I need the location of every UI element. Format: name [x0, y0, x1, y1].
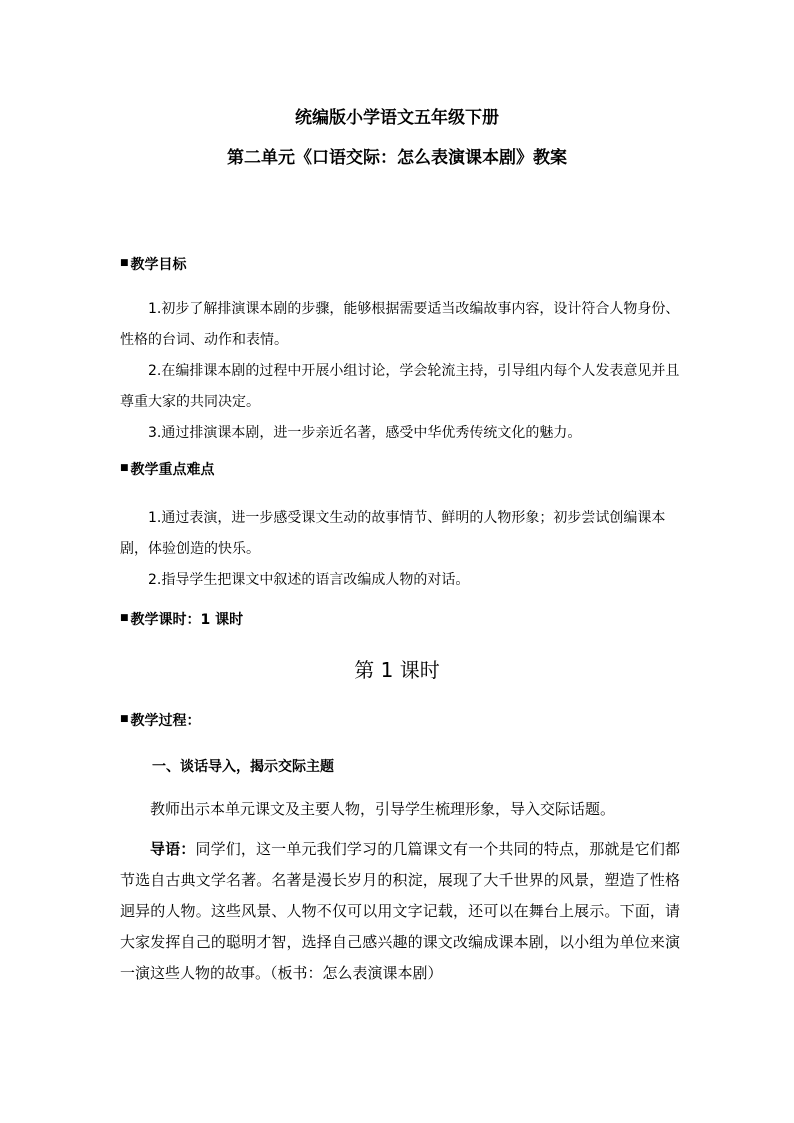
bullet-icon: ■: [120, 463, 129, 473]
document-subtitle: 第二单元《口语交际：怎么表演课本剧》教案: [227, 148, 567, 168]
bullet-icon: ■: [120, 258, 129, 268]
bullet-icon: ■: [120, 714, 129, 724]
step-intro-paragraph: 教师出示本单元课文及主要人物，引导学生梳理形象，导入交际话题。: [150, 800, 616, 818]
key-point-item: 1.通过表演，进一步感受课文生动的故事情节、鲜明的人物形象；初步尝试创编课本剧，体验创造的快乐。: [120, 510, 666, 557]
section-heading-process: ■ 教学过程：: [120, 713, 201, 729]
objective-item: 3.通过排演课本剧，进一步亲近名著，感受中华优秀传统文化的魅力。: [148, 425, 582, 441]
guide-text: 同学们，这一单元我们学习的几篇课文有一个共同的特点，那就是它们都节选自古典文学名著。名著是漫长岁月的积淀，展现了大千世界的风景，塑造了性格迥异的人物。这些风景、人物不仅可以用文字记载，还可以在舞台上展示。下面，请大家发挥自己的聪明才智，选择自己感兴趣的课文改编成课本剧，以小组为单位来演一演这些人物的故事。（板书：怎么表演课本剧）: [120, 840, 680, 982]
lesson-title: 第 1 课时: [354, 658, 440, 682]
objective-item: 1.初步了解排演课本剧的步骤，能够根据需要适当改编故事内容，设计符合人物身份、性格的台词、动作和表情。: [120, 301, 680, 348]
section-heading-objectives: ■ 教学目标: [120, 257, 187, 273]
step-title: 一、谈话导入，揭示交际主题: [152, 759, 334, 775]
guide-label: 导语：: [150, 840, 196, 858]
section-heading-hours: ■ 教学课时：1 课时: [120, 612, 244, 628]
document-title: 统编版小学语文五年级下册: [295, 108, 499, 128]
guide-paragraph: [120, 834, 680, 989]
key-point-item: 2.指导学生把课文中叙述的语言改编成人物的对话。: [148, 572, 470, 588]
objective-item: 2.在编排课本剧的过程中开展小组讨论，学会轮流主持，引导组内每个人发表意见并且尊重大家的共同决定。: [120, 363, 680, 410]
bullet-icon: ■: [120, 613, 129, 623]
section-heading-key-points: ■ 教学重点难点: [120, 462, 215, 478]
